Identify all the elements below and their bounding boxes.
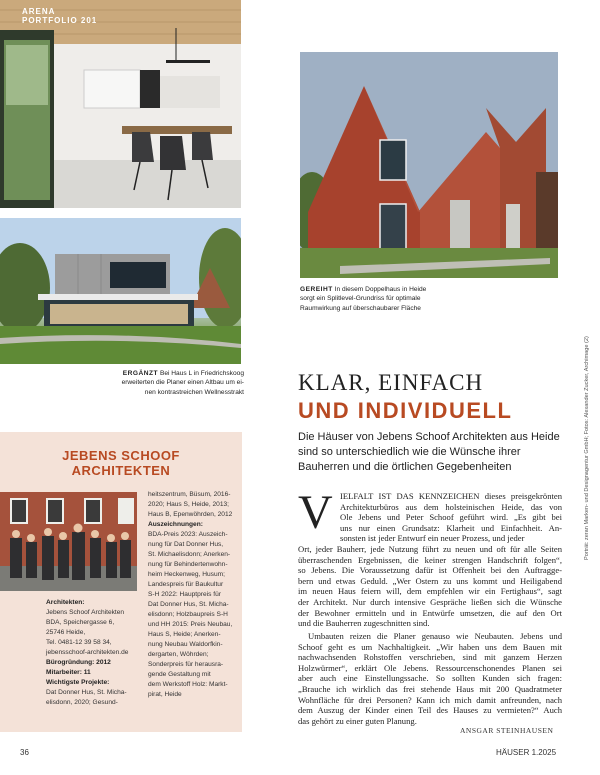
annex-exterior-photo xyxy=(0,218,241,364)
body-line: aber auch eine Einstellungssache. So sollten Kunden sich fragen: xyxy=(298,673,562,684)
body-line: überraschenden Ergebnissen, die keiner strengen Handschrift folgen“, xyxy=(298,554,562,565)
info-line: nung für Behindertenwohn- xyxy=(148,561,228,568)
info-line: Haus S, Heide; Anerken- xyxy=(148,631,221,638)
info-label: Wichtigste Projekte: xyxy=(46,679,110,686)
body-line: Holzwürmer“, erklärt Ole Jebens. Ressourcenschonendes Planen sei xyxy=(298,662,562,673)
body-paragraph-2 xyxy=(298,631,562,726)
body-line: das gehört zu einer guten Planung. xyxy=(298,715,417,726)
info-line: elisdonn, 2020; Gesund- xyxy=(46,699,118,706)
body-line: Architekturbüros aus dem holsteinischen Heide, das von xyxy=(340,501,562,512)
body-line: sonsten ist jeder Entwurf ein neuer Prozess, und jeder xyxy=(340,533,525,544)
info-line: St. Michaelisdonn; Anerken- xyxy=(148,551,231,558)
body-line: so Jebens. Die Voraussetzung dafür ist Offenheit bei den Auftragge- xyxy=(298,565,562,576)
info-line: BDA, Speichergasse 6, xyxy=(46,619,115,626)
info-line: gende Gestaltung mit xyxy=(148,671,211,678)
body-line: IELFALT IST DAS KENNZEICHEN dieses preisgekrönten xyxy=(340,491,562,501)
magazine-issue: HÄUSER 1.2025 xyxy=(496,748,557,757)
info-line: elisdonn; Holzbaupreis S-H xyxy=(148,611,228,618)
info-line: pirat, Heide xyxy=(148,691,182,698)
infobox-title: JEBENS SCHOOF ARCHITEKTEN xyxy=(62,448,180,478)
infobox-left-column xyxy=(46,598,146,708)
section-label: ARENA PORTFOLIO 201 xyxy=(22,7,98,25)
brick-house-photo xyxy=(300,52,558,278)
infobox-right-column xyxy=(148,490,240,700)
info-line: jebensschoof-architekten.de xyxy=(46,649,129,656)
info-label: Architekten: xyxy=(46,599,85,606)
body-paragraph-1 xyxy=(298,544,562,629)
info-line: und HH 2015: Preis Neubau, xyxy=(148,621,233,628)
author-byline: ANSGAR STEINHAUSEN xyxy=(460,726,554,735)
info-line: dergarten, Wöhrden; xyxy=(148,651,209,658)
info-line: Dat Donner Hus, St. Micha- xyxy=(46,689,127,696)
info-label: Auszeichnungen: xyxy=(148,521,203,528)
info-line: Landespreis für Baukultur xyxy=(148,581,224,588)
info-line: dem Werkstoff Holz: Markt- xyxy=(148,681,228,688)
body-line: im neuen Haus feiern will, dem empfehlen wir ein Fertighaus“, sagt xyxy=(298,586,562,597)
info-line: 2020; Haus S, Heide, 2013; xyxy=(148,501,230,508)
info-line: BDA-Preis 2023: Auszeich- xyxy=(148,531,228,538)
info-line: Jebens Schoof Architekten xyxy=(46,609,125,616)
info-line: heim Heckenweg, Husum; xyxy=(148,571,225,578)
info-label: Bürogründung: 2012 xyxy=(46,659,111,666)
body-line: Umbauten reizen die Planer genauso wie Neubauten. Jebens und xyxy=(308,631,562,641)
body-line: dem Auszug der Kinder einen Teil des Hauses zu vermieten?“ Auch xyxy=(298,705,562,716)
info-line: nung für Dat Donner Hus, xyxy=(148,541,224,548)
lead-paragraph: Die Häuser von Jebens Schoof Architekten aus Heide sind so unterschiedlich wie die Wünsche ihrer Bauherren und die örtlichen Gegebenheiten xyxy=(298,431,560,473)
page-number: 36 xyxy=(20,748,29,757)
body-line: uns nur einen Grundsatz: Klarheit und Einfachheit. An- xyxy=(340,522,562,533)
headline-line-2: UND INDIVIDUELL xyxy=(298,398,513,423)
body-line: nachwachsenden Rohstoffen verschrieben, sind mit ganzem Herzen xyxy=(298,652,562,663)
info-line: nung Neubau Waldorfkin- xyxy=(148,641,223,648)
drop-cap: V xyxy=(298,486,333,539)
body-line: Ole Jebens und Peter Schoof geführt wird. „Es gibt bei xyxy=(340,512,562,523)
body-paragraph-1-first xyxy=(340,491,562,544)
photo-credits: Porträt: zeran Marken- und Designagentur GmbH; Fotos: Alexander Zucker, Archimage (2) xyxy=(584,336,590,560)
body-line: bern und etwas Geduld. „Wer Ostern zu uns kommt und Heiligabend xyxy=(298,575,562,586)
body-line: „Brauche ich wirklich das frei stehende Haus mit 200 Quadratmeter xyxy=(298,683,562,694)
info-line: Sonderpreis für herausra- xyxy=(148,661,224,668)
info-line: heitszentrum, Büsum, 2016- xyxy=(148,491,231,498)
body-line: der Architekt. Nur durch intensive Gespräche ließen sich die Wünsche xyxy=(298,596,562,607)
team-portrait-photo xyxy=(0,492,137,591)
info-line: 25746 Heide, xyxy=(46,629,86,636)
info-line: Haus B, Epenwöhrden, 2012 xyxy=(148,511,233,518)
caption-house: GEREIHT In diesem Doppelhaus in Heide sorgt ein Splitlevel-Grundriss für optimale Raumwirkung auf überschaubarer Fläche xyxy=(300,286,427,312)
info-line: S-H 2022: Hauptpreis für xyxy=(148,591,221,598)
body-line: Ort, jeder Bauherr, jede Nutzung führt zu neuen und oft für alle Seiten xyxy=(298,544,562,554)
caption-annex: ERGÄNZT Bei Haus L in Friedrichskoog erweiterten die Planer einen Altbau um ei- nen kontrastreichen Wellnesstrakt xyxy=(121,370,244,396)
body-line: und die Bauherren zugeschnitten sind. xyxy=(298,618,430,629)
body-line: Wohnfläche für drei Personen? Kann ich mich damit anfreunden, nach xyxy=(298,694,562,705)
info-label: Mitarbeiter: 11 xyxy=(46,669,91,676)
headline-line-1: KLAR, EINFACH xyxy=(298,370,484,395)
info-line: Tel. 0481-12 39 58 34, xyxy=(46,639,112,646)
kitchen-interior-photo xyxy=(0,0,241,208)
info-line: Dat Donner Hus, St. Micha- xyxy=(148,601,229,608)
body-line: Schoof geht es um Nachhaltigkeit. „Wir haben uns dem Bauen mit xyxy=(298,641,562,652)
body-line: der Bewohner ermitteln und in Entwürfe umsetzen, die auf den Ort xyxy=(298,607,562,618)
